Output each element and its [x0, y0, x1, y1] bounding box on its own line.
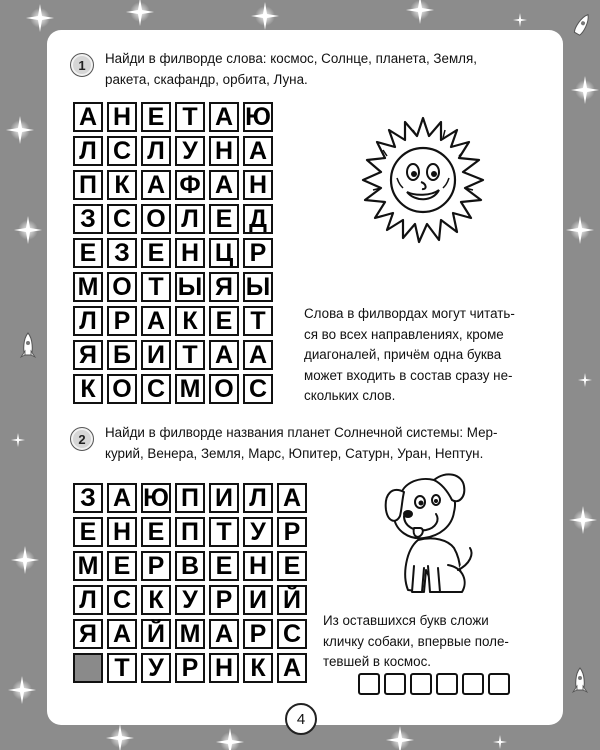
grid-2-letter-cell[interactable]: К: [243, 653, 273, 683]
grid-1-letter-cell[interactable]: Л: [73, 136, 103, 166]
grid-1-letter-cell[interactable]: Т: [141, 272, 171, 302]
grid-2-letter-cell[interactable]: Й: [277, 585, 307, 615]
answer-letter-box[interactable]: [384, 673, 406, 695]
grid-2-letter-cell[interactable]: Ю: [141, 483, 171, 513]
note-line: Из оставшихся букв сложи: [323, 613, 489, 628]
grid-2-letter-cell[interactable]: М: [73, 551, 103, 581]
grid-1-letter-cell[interactable]: А: [141, 306, 171, 336]
task-1-instructions: [105, 48, 477, 90]
smiling-sun-icon: [345, 112, 505, 247]
grid-1-letter-cell[interactable]: Е: [73, 238, 103, 268]
grid-2-letter-cell[interactable]: А: [277, 483, 307, 513]
grid-1-letter-cell[interactable]: К: [107, 170, 137, 200]
grid-1-letter-cell[interactable]: З: [107, 238, 137, 268]
grid-2-letter-cell[interactable]: З: [73, 483, 103, 513]
grid-1-letter-cell[interactable]: Д: [243, 204, 273, 234]
note-line: Слова в филвордах могут читать-: [304, 306, 515, 321]
grid-2-letter-cell[interactable]: П: [175, 517, 205, 547]
grid-1-letter-cell[interactable]: О: [107, 374, 137, 404]
answer-letter-box[interactable]: [358, 673, 380, 695]
grid-1-letter-cell[interactable]: Р: [243, 238, 273, 268]
grid-1-letter-cell[interactable]: Ф: [175, 170, 205, 200]
task-1-text-line: ракета, скафандр, орбита, Луна.: [105, 72, 308, 87]
task-2-number-badge: 2: [70, 427, 94, 451]
grid-1-letter-cell[interactable]: Т: [175, 102, 205, 132]
grid-1-letter-cell[interactable]: С: [141, 374, 171, 404]
grid-1-letter-cell[interactable]: О: [209, 374, 239, 404]
grid-2-letter-cell[interactable]: Е: [73, 517, 103, 547]
grid-1-letter-cell[interactable]: Л: [73, 306, 103, 336]
grid-2-letter-cell[interactable]: Р: [141, 551, 171, 581]
grid-1-letter-cell[interactable]: И: [141, 340, 171, 370]
grid-1-letter-cell[interactable]: К: [175, 306, 205, 336]
grid-2-letter-cell[interactable]: А: [277, 653, 307, 683]
grid-2-letter-cell[interactable]: Е: [107, 551, 137, 581]
grid-1-letter-cell[interactable]: Р: [107, 306, 137, 336]
note-line: тевшей в космос.: [323, 654, 431, 669]
grid-1-letter-cell[interactable]: Ы: [243, 272, 273, 302]
grid-2-letter-cell[interactable]: Р: [175, 653, 205, 683]
grid-2-letter-cell[interactable]: П: [175, 483, 205, 513]
dog-name-answer-boxes: [358, 673, 510, 695]
grid-1-letter-cell[interactable]: А: [243, 340, 273, 370]
grid-2-letter-cell[interactable]: Я: [73, 619, 103, 649]
grid-2-letter-cell[interactable]: Е: [141, 517, 171, 547]
grid-2-letter-cell[interactable]: А: [209, 619, 239, 649]
grid-1-letter-cell[interactable]: Л: [141, 136, 171, 166]
task-1-number-badge: 1: [70, 53, 94, 77]
grid-2-letter-cell[interactable]: А: [107, 483, 137, 513]
grid-1-letter-cell[interactable]: Я: [73, 340, 103, 370]
grid-2-letter-cell[interactable]: С: [277, 619, 307, 649]
grid-2-letter-cell[interactable]: Е: [277, 551, 307, 581]
grid-2-letter-cell[interactable]: Т: [209, 517, 239, 547]
grid-1-letter-cell[interactable]: С: [107, 204, 137, 234]
grid-1-letter-cell[interactable]: Т: [243, 306, 273, 336]
note-line: диагоналей, причём одна буква: [304, 347, 502, 362]
grid-2-letter-cell[interactable]: Й: [141, 619, 171, 649]
grid-2-letter-cell[interactable]: Н: [209, 653, 239, 683]
grid-1-letter-cell[interactable]: А: [141, 170, 171, 200]
grid-1-letter-cell[interactable]: Ц: [209, 238, 239, 268]
grid-2-letter-cell[interactable]: Л: [243, 483, 273, 513]
grid-1-letter-cell[interactable]: Н: [243, 170, 273, 200]
grid-1-letter-cell[interactable]: Н: [209, 136, 239, 166]
grid-1-letter-cell[interactable]: Е: [141, 238, 171, 268]
grid-2-letter-cell[interactable]: И: [209, 483, 239, 513]
grid-1-letter-cell[interactable]: О: [107, 272, 137, 302]
grid-1-letter-cell[interactable]: Т: [175, 340, 205, 370]
sitting-puppy-icon: [378, 470, 488, 605]
grid-1-letter-cell[interactable]: Е: [209, 204, 239, 234]
grid-1-letter-cell[interactable]: М: [73, 272, 103, 302]
grid-2-letter-cell[interactable]: Р: [277, 517, 307, 547]
grid-2-letter-cell[interactable]: М: [175, 619, 205, 649]
grid-1-letter-cell[interactable]: А: [209, 170, 239, 200]
wordsearch-grid-1: [73, 102, 273, 404]
grid-1-letter-cell[interactable]: К: [73, 374, 103, 404]
note-line: скольких слов.: [304, 388, 396, 403]
grid-2-letter-cell[interactable]: С: [107, 585, 137, 615]
wordsearch-grid-2: [73, 483, 307, 683]
grid-2-blocked-cell[interactable]: [73, 653, 103, 683]
grid-1-letter-cell[interactable]: А: [73, 102, 103, 132]
grid-2-letter-cell[interactable]: А: [107, 619, 137, 649]
grid-2-letter-cell[interactable]: Н: [243, 551, 273, 581]
grid-2-letter-cell[interactable]: У: [175, 585, 205, 615]
grid-2-letter-cell[interactable]: У: [243, 517, 273, 547]
grid-1-letter-cell[interactable]: М: [175, 374, 205, 404]
grid-1-letter-cell[interactable]: П: [73, 170, 103, 200]
task-2-note: [323, 611, 509, 673]
grid-1-letter-cell[interactable]: С: [107, 136, 137, 166]
note-line: кличку собаки, впервые поле-: [323, 633, 509, 649]
grid-1-letter-cell[interactable]: Ы: [175, 272, 205, 302]
grid-1-letter-cell[interactable]: А: [209, 102, 239, 132]
grid-1-letter-cell[interactable]: Б: [107, 340, 137, 370]
task-1-note: [304, 304, 515, 407]
task-2-instructions: [105, 422, 497, 464]
page-number: 4: [285, 703, 317, 735]
grid-2-letter-cell[interactable]: К: [141, 585, 171, 615]
grid-2-letter-cell[interactable]: Е: [209, 551, 239, 581]
task-2-text-line: Найди в филворде названия планет Солнечной системы: Мер-: [105, 425, 498, 440]
answer-letter-box[interactable]: [410, 673, 432, 695]
grid-1-letter-cell[interactable]: З: [73, 204, 103, 234]
grid-1-letter-cell[interactable]: С: [243, 374, 273, 404]
grid-2-letter-cell[interactable]: Л: [73, 585, 103, 615]
answer-letter-box[interactable]: [462, 673, 484, 695]
note-line: ся во всех направлениях, кроме: [304, 326, 504, 342]
grid-1-letter-cell[interactable]: А: [209, 340, 239, 370]
grid-1-letter-cell[interactable]: Н: [107, 102, 137, 132]
grid-1-letter-cell[interactable]: Ю: [243, 102, 273, 132]
grid-2-letter-cell[interactable]: Н: [107, 517, 137, 547]
grid-1-letter-cell[interactable]: Л: [175, 204, 205, 234]
grid-1-letter-cell[interactable]: О: [141, 204, 171, 234]
grid-2-letter-cell[interactable]: Р: [209, 585, 239, 615]
grid-2-letter-cell[interactable]: У: [141, 653, 171, 683]
grid-1-letter-cell[interactable]: Я: [209, 272, 239, 302]
grid-2-letter-cell[interactable]: В: [175, 551, 205, 581]
grid-1-letter-cell[interactable]: Е: [141, 102, 171, 132]
grid-2-letter-cell[interactable]: И: [243, 585, 273, 615]
grid-1-letter-cell[interactable]: Е: [209, 306, 239, 336]
grid-1-letter-cell[interactable]: А: [243, 136, 273, 166]
grid-1-letter-cell[interactable]: Н: [175, 238, 205, 268]
grid-2-letter-cell[interactable]: Р: [243, 619, 273, 649]
task-2-text-line: курий, Венера, Земля, Марс, Юпитер, Сатурн, Уран, Нептун.: [105, 446, 484, 461]
task-1-text-line: Найди в филворде слова: космос, Солнце, планета, Земля,: [105, 51, 477, 66]
grid-2-letter-cell[interactable]: Т: [107, 653, 137, 683]
answer-letter-box[interactable]: [488, 673, 510, 695]
answer-letter-box[interactable]: [436, 673, 458, 695]
grid-1-letter-cell[interactable]: У: [175, 136, 205, 166]
note-line: может входить в состав сразу не-: [304, 367, 513, 383]
